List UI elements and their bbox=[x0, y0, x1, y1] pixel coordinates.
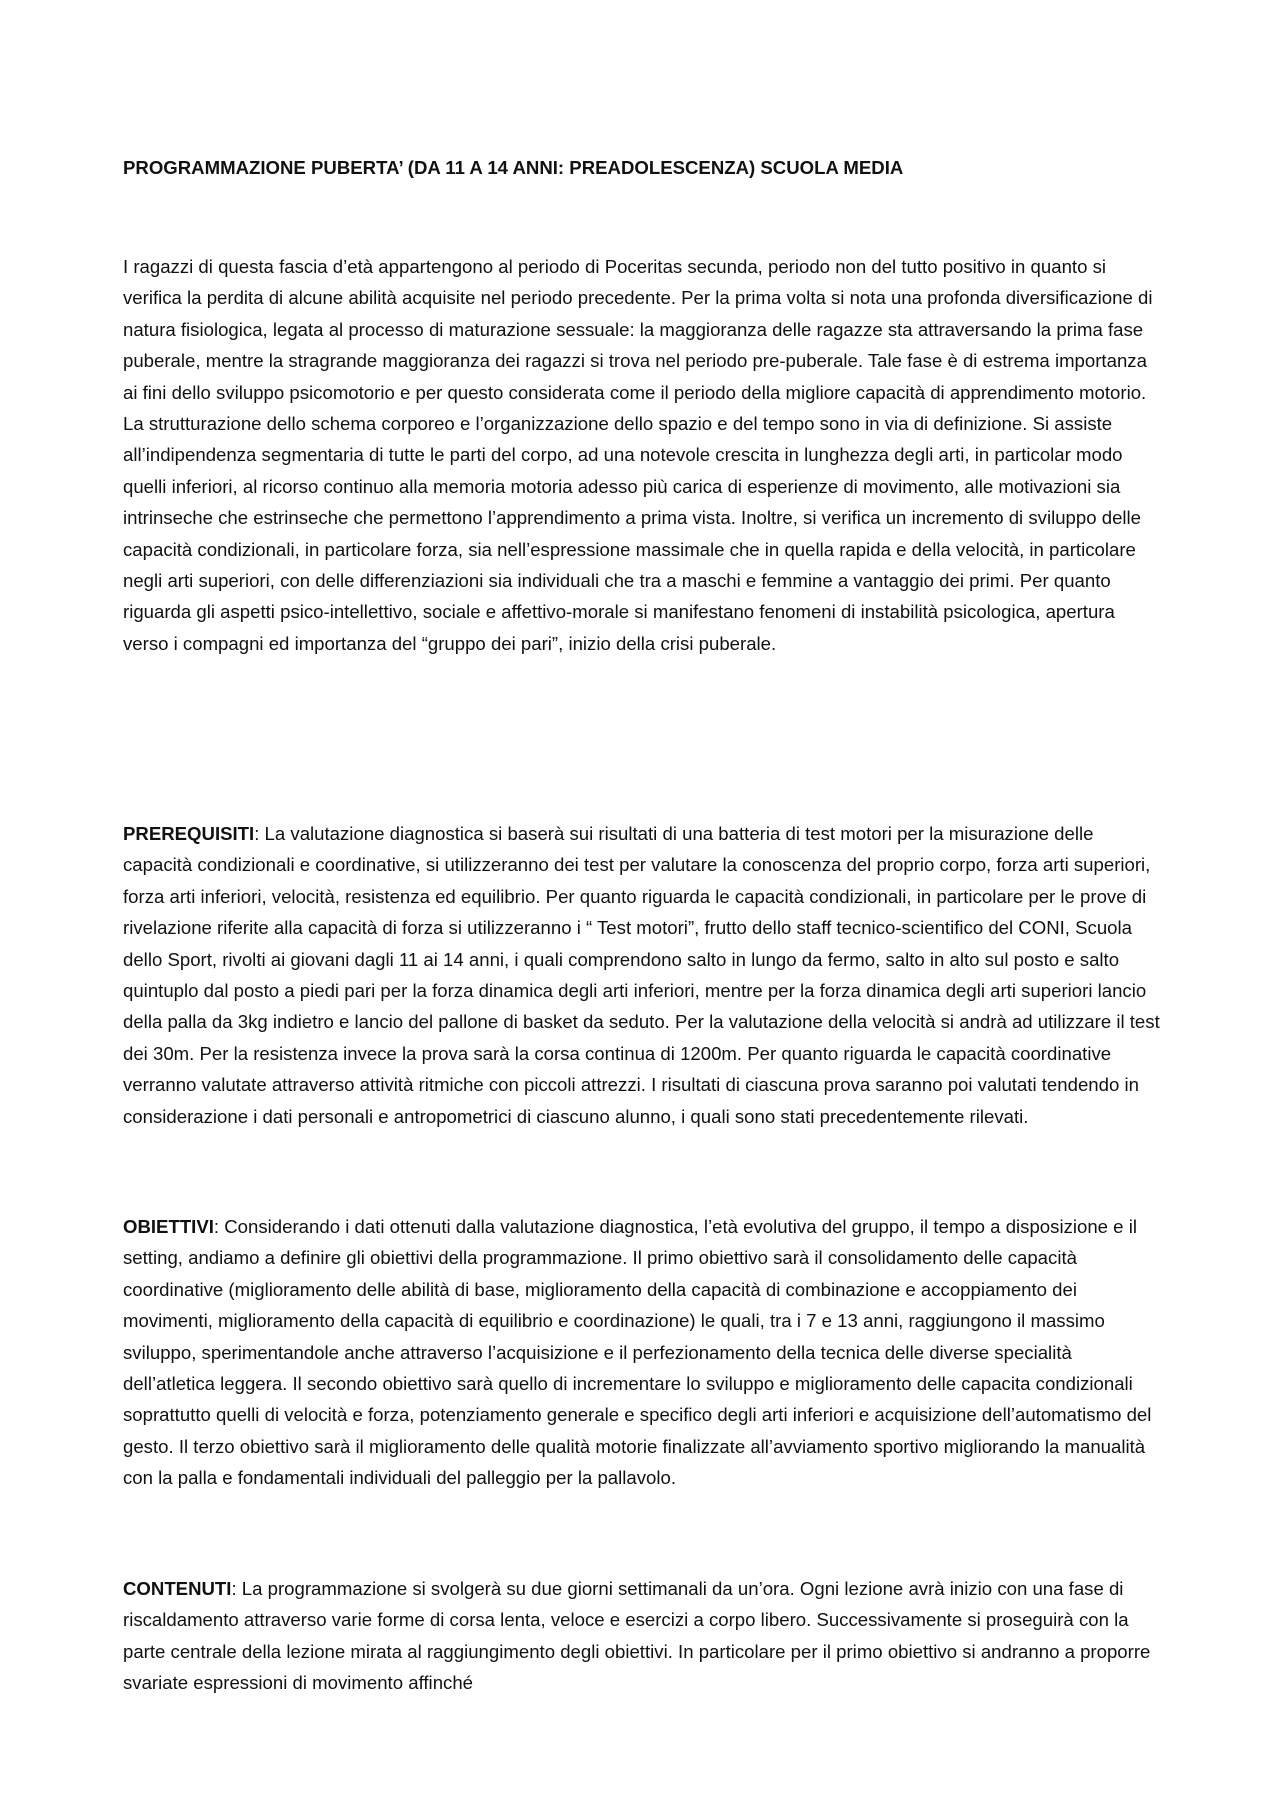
prerequisiti-label: PREREQUISITI bbox=[123, 823, 255, 844]
contenuti-text: : La programmazione si svolgerà su due giorni settimanali da un’ora. Ogni lezione avrà inizio con una fase di riscaldamento attraverso varie forme di corsa lenta, veloce e esercizi a corpo libero. Successivamente si proseguirà con la parte centrale della lezione mirata al raggiungimento degli obiettivi. In particolare per il primo obiettivo si andranno a proporre svariate espressioni di movimento affinché bbox=[123, 1578, 1151, 1694]
contenuti-paragraph bbox=[123, 1573, 1163, 1699]
document-title: PROGRAMMAZIONE PUBERTA’ (DA 11 A 14 ANNI: PREADOLESCENZA) SCUOLA MEDIA bbox=[123, 157, 904, 178]
intro-paragraph: I ragazzi di questa fascia d’età appartengono al periodo di Poceritas secunda, periodo non del tutto positivo in quanto si verifica la perdita di alcune abilità acquisite nel periodo precedente. Per la prima volta si nota una profonda diversificazione di natura fisiologica, legata al processo di maturazione sessuale: la maggioranza delle ragazze sta attraversando la prima fase puberale, mentre la stragrande maggioranza dei ragazzi si trova nel periodo pre-puberale. Tale fase è di estrema importanza ai fini dello sviluppo psicomotorio e per questo considerata come il periodo della migliore capacità di apprendimento motorio. La strutturazione dello schema corporeo e l’organizzazione dello spazio e del tempo sono in via di definizione. Si assiste all’indipendenza segmentaria di tutte le parti del corpo, ad una notevole crescita in lunghezza degli arti, in particolar modo quelli inferiori, al ricorso continuo alla memoria motoria adesso più carica di esperienze di movimento, alle motivazioni sia intrinseche che estrinseche che permettono l’apprendimento a prima vista. Inoltre, si verifica un incremento di sviluppo delle capacità condizionali, in particolare forza, sia nell’espressione massimale che in quella rapida e della velocità, in particolare negli arti superiori, con delle differenziazioni sia individuali che tra a maschi e femmine a vantaggio dei primi. Per quanto riguarda gli aspetti psico-intellettivo, sociale e affettivo-morale si manifestano fenomeni di instabilità psicologica, apertura verso i compagni ed importanza del “gruppo dei pari”, inizio della crisi puberale. bbox=[123, 256, 1153, 654]
obiettivi-text: : Considerando i dati ottenuti dalla valutazione diagnostica, l’età evolutiva del gruppo, il tempo a disposizione e il setting, andiamo a definire gli obiettivi della programmazione. Il primo obiettivo sarà il consolidamento delle capacità coordinative (miglioramento delle abilità di base, miglioramento della capacità di combinazione e accoppiamento dei movimenti, miglioramento della capacità di equilibrio e coordinazione) le quali, tra i 7 e 13 anni, raggiungono il massimo sviluppo, sperimentandole anche attraverso l’acquisizione e il perfezionamento della tecnica delle diverse specialità dell’atletica leggera. Il secondo obiettivo sarà quello di incrementare lo sviluppo e miglioramento delle capacita condizionali soprattutto quelli di velocità e forza, potenziamento generale e specifico degli arti inferiori e acquisizione dell’automatismo del gesto. Il terzo obiettivo sarà il miglioramento delle qualità motorie finalizzate all’avviamento sportivo migliorando la manualità con la palla e fondamentali individuali del palleggio per la pallavolo. bbox=[123, 1216, 1152, 1489]
contenuti-label: CONTENUTI bbox=[123, 1578, 232, 1599]
prerequisiti-paragraph bbox=[123, 818, 1163, 1132]
document-page bbox=[123, 0, 1163, 1811]
obiettivi-paragraph bbox=[123, 1211, 1163, 1494]
obiettivi-label: OBIETTIVI bbox=[123, 1216, 214, 1237]
prerequisiti-text: : La valutazione diagnostica si baserà sui risultati di una batteria di test motori per la misurazione delle capacità condizionali e coordinative, si utilizzeranno dei test per valutare la conoscenza del proprio corpo, forza arti superiori, forza arti inferiori, velocità, resistenza ed equilibrio. Per quanto riguarda le capacità condizionali, in particolare per le prove di rivelazione riferite alla capacità di forza si utilizzeranno i “ Test motori”, frutto dello staff tecnico-scientifico del CONI, Scuola dello Sport, rivolti ai giovani dagli 11 ai 14 anni, i quali comprendono salto in lungo da fermo, salto in alto sul posto e salto quintuplo dal posto a piedi pari per la forza dinamica degli arti inferiori, mentre per la forza dinamica degli arti superiori lancio della palla da 3kg indietro e lancio del pallone di basket da seduto. Per la valutazione della velocità si andrà ad utilizzare il test dei 30m. Per la resistenza invece la prova sarà la corsa continua di 1200m. Per quanto riguarda le capacità coordinative verranno valutate attraverso attività ritmiche con piccoli attrezzi. I risultati di ciascuna prova saranno poi valutati tendendo in considerazione i dati personali e antropometrici di ciascuno alunno, i quali sono stati precedentemente rilevati. bbox=[123, 823, 1160, 1127]
